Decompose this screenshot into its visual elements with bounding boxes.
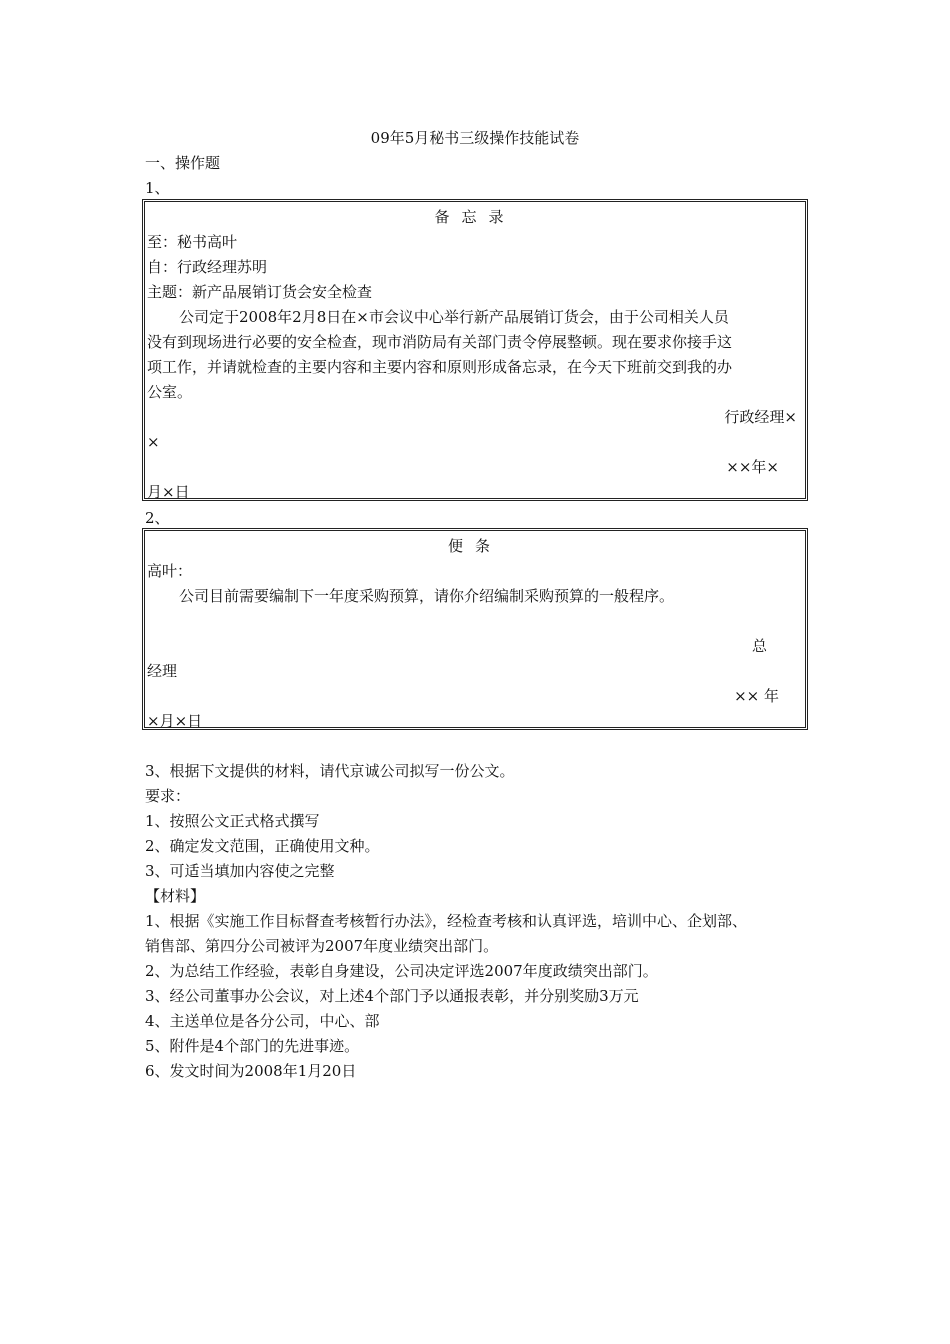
requirement-item: 3、可适当填加内容使之完整 — [145, 862, 335, 880]
note-date-wrap: ×月×日 — [147, 712, 203, 730]
memo-body-line: 没有到现场进行必要的安全检查，现市消防局有关部门责令停展整顿。现在要求你接手这 — [147, 333, 733, 351]
material-item: 1、根据《实施工作目标督查考核暂行办法》，经检查考核和认真评选，培训中心、企划部、 — [145, 912, 748, 930]
question-2-number: 2、 — [145, 509, 170, 527]
note-signature-wrap: 经理 — [147, 662, 178, 680]
memo-body-line: 公室。 — [147, 383, 193, 401]
memo-date-wrap: 月×日 — [147, 483, 190, 501]
memo-date: ××年× — [726, 458, 779, 476]
note-signature: 总 — [751, 637, 767, 655]
requirement-item: 1、按照公文正式格式撰写 — [145, 812, 320, 830]
note-greeting: 高叶： — [147, 562, 193, 580]
memo-box — [142, 199, 808, 501]
material-item: 6、发文时间为2008年1月20日 — [145, 1062, 357, 1080]
note-heading: 便条 — [447, 537, 502, 555]
material-item: 3、经公司董事办公会议，对上述4个部门予以通报表彰，并分别奖励3万元 — [145, 987, 639, 1005]
material-item: 5、附件是4个部门的先进事迹。 — [145, 1037, 360, 1055]
note-box — [142, 528, 808, 730]
memo-body-line: 项工作，并请就检查的主要内容和主要内容和原则形成备忘录，在今天下班前交到我的办 — [147, 358, 733, 376]
memo-from: 自：行政经理苏明 — [147, 258, 268, 276]
memo-to: 至：秘书高叶 — [147, 233, 238, 251]
question-1-number: 1、 — [145, 179, 170, 197]
section-heading: 一、操作题 — [145, 154, 221, 172]
requirement-item: 2、确定发文范围，正确使用文种。 — [145, 837, 380, 855]
page-title: 09年5月秘书三级操作技能试卷 — [370, 129, 580, 147]
requirements-label: 要求： — [145, 787, 191, 805]
memo-subject: 主题：新产品展销订货会安全检查 — [147, 283, 373, 301]
note-body: 公司目前需要编制下一年度采购预算，请你介绍编制采购预算的一般程序。 — [179, 587, 675, 605]
materials-label: 【材料】 — [145, 887, 206, 905]
material-item: 4、主送单位是各分公司，中心、部 — [145, 1012, 380, 1030]
material-item: 销售部、第四分公司被评为2007年度业绩突出部门。 — [145, 937, 499, 955]
memo-signature-wrap: × — [147, 433, 160, 451]
note-date: ×× 年 — [734, 687, 779, 705]
memo-body-line: 公司定于2008年2月8日在×市会议中心举行新产品展销订货会，由于公司相关人员 — [179, 308, 729, 326]
question-3-prompt: 3、根据下文提供的材料，请代京诚公司拟写一份公文。 — [145, 762, 515, 780]
material-item: 2、为总结工作经验，表彰自身建设，公司决定评选2007年度政绩突出部门。 — [145, 962, 658, 980]
memo-heading: 备忘录 — [434, 208, 516, 226]
memo-signature: 行政经理× — [724, 408, 797, 426]
